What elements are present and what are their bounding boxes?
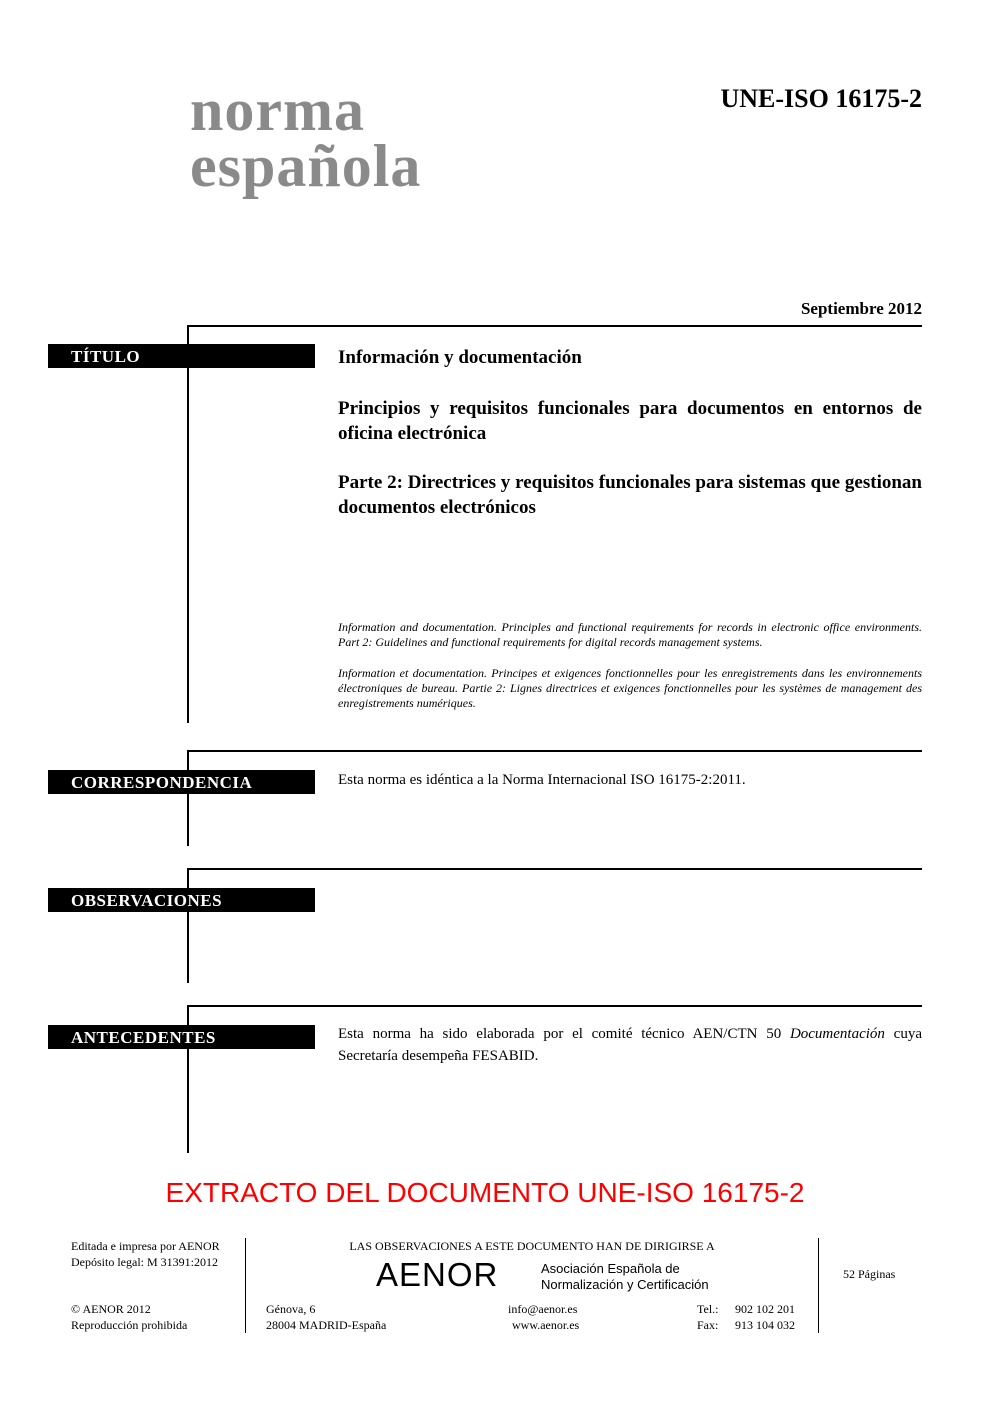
contact-email[interactable]: info@aenor.es <box>508 1302 578 1316</box>
footer-reproduction: Reproducción prohibida <box>71 1318 188 1332</box>
footer-rule-right <box>818 1238 819 1333</box>
antecedentes-text-start: Esta norma ha sido elaborada por el comité técnico AEN/CTN 50 <box>338 1026 790 1042</box>
title-french: Information et documentation. Principes et exigences fonctionnelles pour les enregistrements dans les environnements électroniques de bureau. Partie 2: Lignes directrices et exigences fonctionnelles pour les systèmes de management des enregistrements numériques. <box>338 666 922 710</box>
tel-row <box>697 1301 795 1317</box>
contact-web[interactable]: www.aenor.es <box>512 1318 580 1332</box>
title-main: Información y documentación <box>338 347 582 368</box>
footer-contact <box>508 1301 579 1333</box>
footer-deposit: Depósito legal: M 31391:2012 <box>71 1255 218 1269</box>
assoc-line-2: Normalización y Certificación <box>541 1277 709 1292</box>
norma-line-1: norma <box>190 77 365 143</box>
correspondencia-text: Esta norma es idéntica a la Norma Internacional ISO 16175-2:2011. <box>338 772 746 788</box>
footer-phone <box>697 1301 795 1333</box>
section-divider-observaciones <box>187 868 922 870</box>
label-observaciones: OBSERVACIONES <box>48 888 315 912</box>
label-antecedentes: ANTECEDENTES <box>48 1025 315 1049</box>
assoc-line-1: Asociación Española de <box>541 1261 680 1276</box>
section-rule-correspondencia <box>187 750 189 846</box>
aenor-logo: AENOR <box>376 1256 499 1293</box>
label-correspondencia: CORRESPONDENCIA <box>48 770 315 794</box>
fax-row <box>697 1317 795 1333</box>
section-divider-titulo <box>187 325 922 327</box>
title-english: Information and documentation. Principles and functional requirements for records in electronic office environments. Part 2: Guidelines and functional requirements for digital records management systems. <box>338 620 922 649</box>
footer-address <box>266 1301 386 1333</box>
address-street: Génova, 6 <box>266 1302 316 1316</box>
fax-label: Fax: <box>697 1318 719 1332</box>
footer-copyright-block <box>71 1301 187 1333</box>
tel-number: 902 102 201 <box>735 1302 795 1316</box>
norma-line-2: española <box>190 133 422 199</box>
fax-number: 913 104 032 <box>735 1318 795 1332</box>
standard-code: UNE-ISO 16175-2 <box>720 84 922 113</box>
section-divider-correspondencia <box>187 750 922 752</box>
address-city: 28004 MADRID-España <box>266 1318 387 1332</box>
footer-edited: Editada e impresa por AENOR <box>71 1239 220 1253</box>
tel-label: Tel.: <box>697 1302 719 1316</box>
norma-espanola-heading <box>190 77 422 199</box>
section-divider-antecedentes <box>187 1005 922 1007</box>
aenor-association <box>541 1261 709 1293</box>
title-part2: Parte 2: Directrices y requisitos funcionales para sistemas que gestionan documentos electrónicos <box>338 472 922 518</box>
publication-date: Septiembre 2012 <box>800 299 922 318</box>
footer-copyright: © AENOR 2012 <box>71 1302 151 1316</box>
antecedentes-text-end: cuya Secretaría desempeña FESABID. <box>338 1026 922 1064</box>
footer-observaciones-notice: LAS OBSERVACIONES A ESTE DOCUMENTO HAN DE DIRIGIRSE A <box>349 1239 715 1253</box>
section-rule-observaciones <box>187 868 189 983</box>
section-rule-titulo <box>187 325 189 723</box>
antecedentes-text <box>338 1023 922 1067</box>
antecedentes-committee-name: Documentación <box>789 1026 885 1042</box>
footer-editor <box>71 1238 220 1270</box>
extract-notice: EXTRACTO DEL DOCUMENTO UNE-ISO 16175-2 <box>165 1177 805 1208</box>
title-principles: Principios y requisitos funcionales para documentos en entornos de oficina electrónica <box>338 398 922 444</box>
page-count: 52 Páginas <box>843 1267 896 1281</box>
label-titulo: TÍTULO <box>48 344 315 368</box>
